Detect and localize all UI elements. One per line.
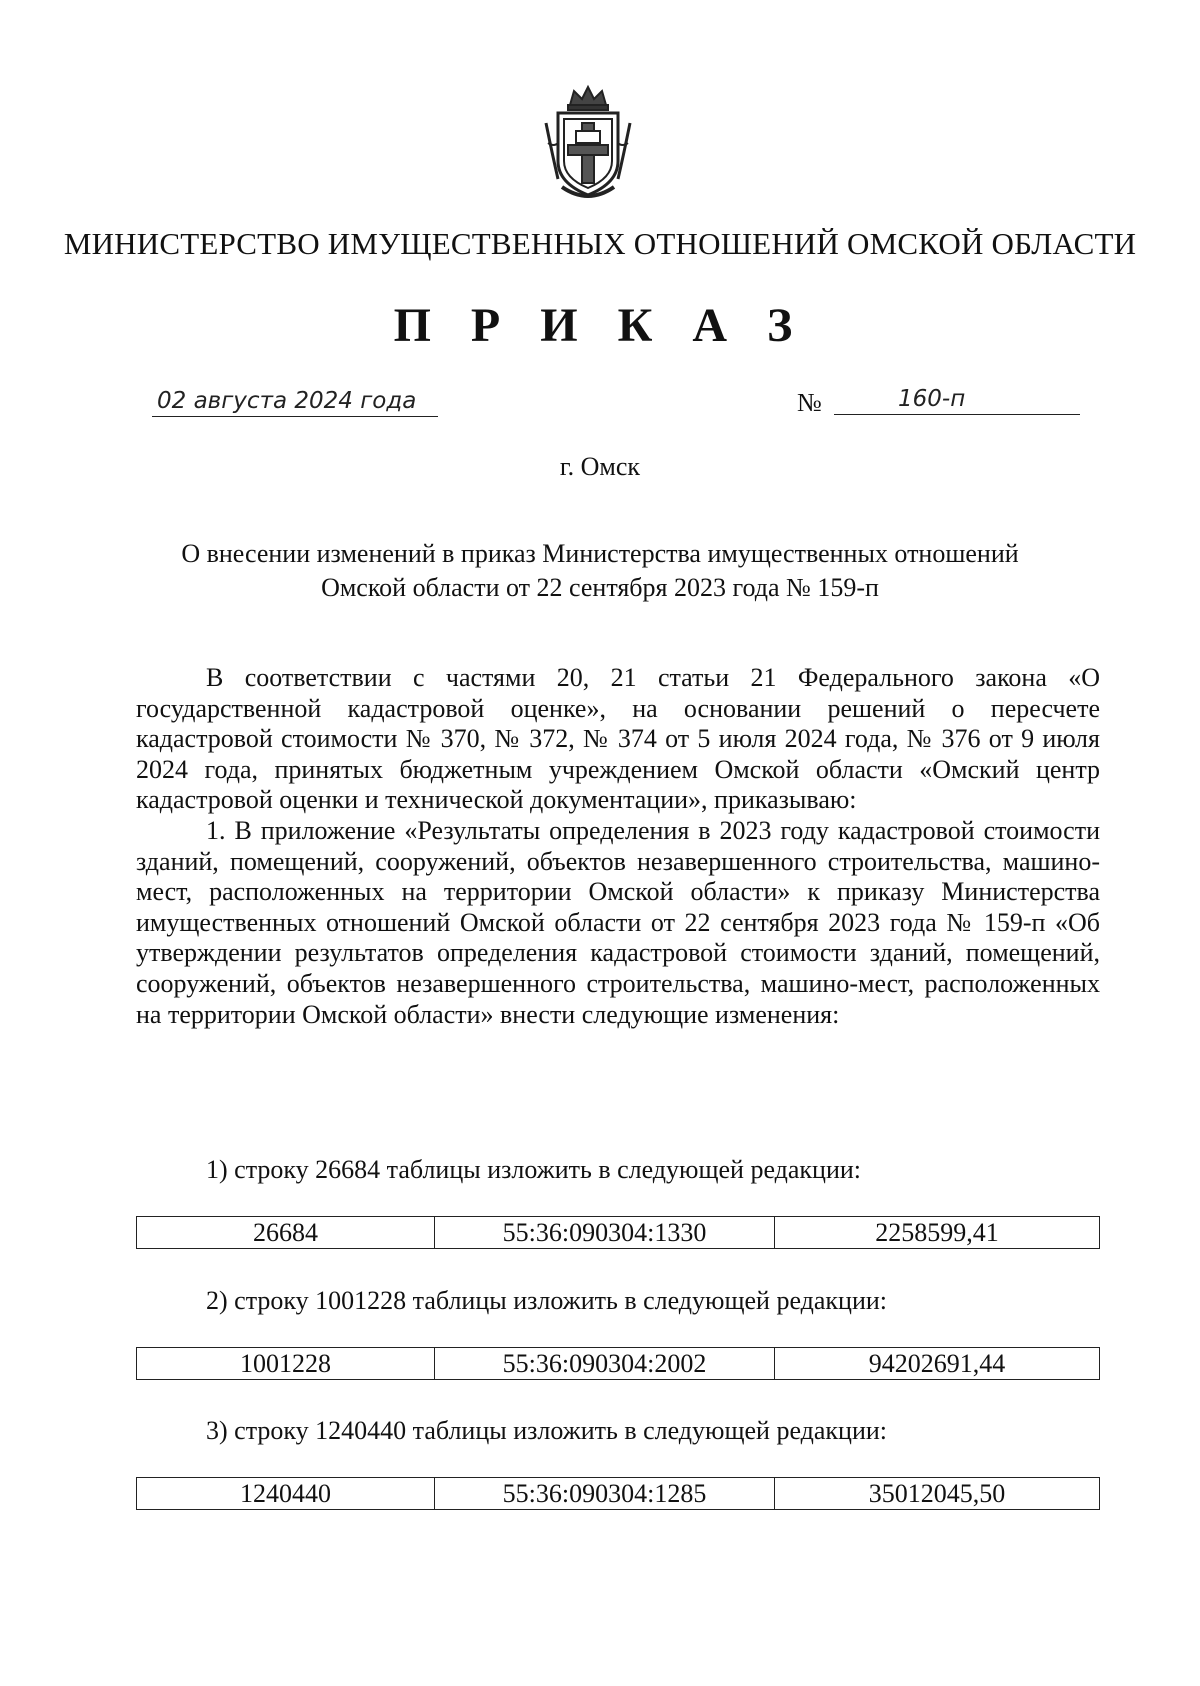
number-underline <box>834 414 1080 415</box>
city: г. Омск <box>559 452 641 481</box>
change-item-2: 2) строку 1001228 таблицы изложить в следующей редакции: <box>206 1286 888 1315</box>
change-item-3: 3) строку 1240440 таблицы изложить в следующей редакции: <box>206 1416 888 1445</box>
document-subject <box>100 537 1100 605</box>
number-handwritten: 160-п <box>898 386 966 412</box>
number-sign: № <box>797 388 822 417</box>
document-body <box>136 663 1100 1030</box>
date-underline <box>152 416 438 417</box>
cell-cadastral-number: 55:36:090304:1285 <box>435 1478 775 1510</box>
table-row-1001228 <box>136 1347 1100 1380</box>
cell-cadastral-value: 2258599,41 <box>775 1217 1100 1249</box>
cell-cadastral-number: 55:36:090304:2002 <box>435 1348 775 1380</box>
document-title: П Р И К А З <box>393 299 807 352</box>
coat-of-arms-emblem <box>540 83 636 203</box>
cell-row-number: 1240440 <box>137 1478 435 1510</box>
body-paragraph-item-1: 1. В приложение «Результаты определения в 2023 году кадастровой стоимости зданий, помещений, сооружений, объектов незавершенного строительства, машино-мест, расположенных на территории Омской области» к приказу Министерства имущественных отношений Омской области от 22 сентября 2023 года № 159-п «Об утверждении результатов определения кадастровой стоимости зданий, помещений, сооружений, объектов незавершенного строительства, машино-мест, расположенных на территории Омской области» внести следующие изменения: <box>136 815 1100 1029</box>
table-row-1240440 <box>136 1477 1100 1510</box>
date-handwritten: 02 августа 2024 года <box>157 388 417 414</box>
change-item-1: 1) строку 26684 таблицы изложить в следующей редакции: <box>206 1155 862 1184</box>
cell-cadastral-value: 35012045,50 <box>775 1478 1100 1510</box>
body-paragraph-preamble: В соответствии с частями 20, 21 статьи 21 Федерального закона «О государственной кадастровой оценке», на основании решений о пересчете кадастровой стоимости № 370, № 372, № 374 от 5 июля 2024 года, № 376 от 9 июля 2024 года, принятых бюджетным учреждением Омской области «Омский центр кадастровой оценки и технической документации», приказываю: <box>136 663 1100 815</box>
subject-line-2: Омской области от 22 сентября 2023 года № 159-п <box>321 573 879 602</box>
table-row-26684 <box>136 1216 1100 1249</box>
subject-line-1: О внесении изменений в приказ Министерства имущественных отношений <box>181 539 1019 568</box>
cell-cadastral-value: 94202691,44 <box>775 1348 1100 1380</box>
cell-row-number: 26684 <box>137 1217 435 1249</box>
ministry-name: МИНИСТЕРСТВО ИМУЩЕСТВЕННЫХ ОТНОШЕНИЙ ОМСКОЙ ОБЛАСТИ <box>63 226 1137 261</box>
cell-cadastral-number: 55:36:090304:1330 <box>435 1217 775 1249</box>
cell-row-number: 1001228 <box>137 1348 435 1380</box>
